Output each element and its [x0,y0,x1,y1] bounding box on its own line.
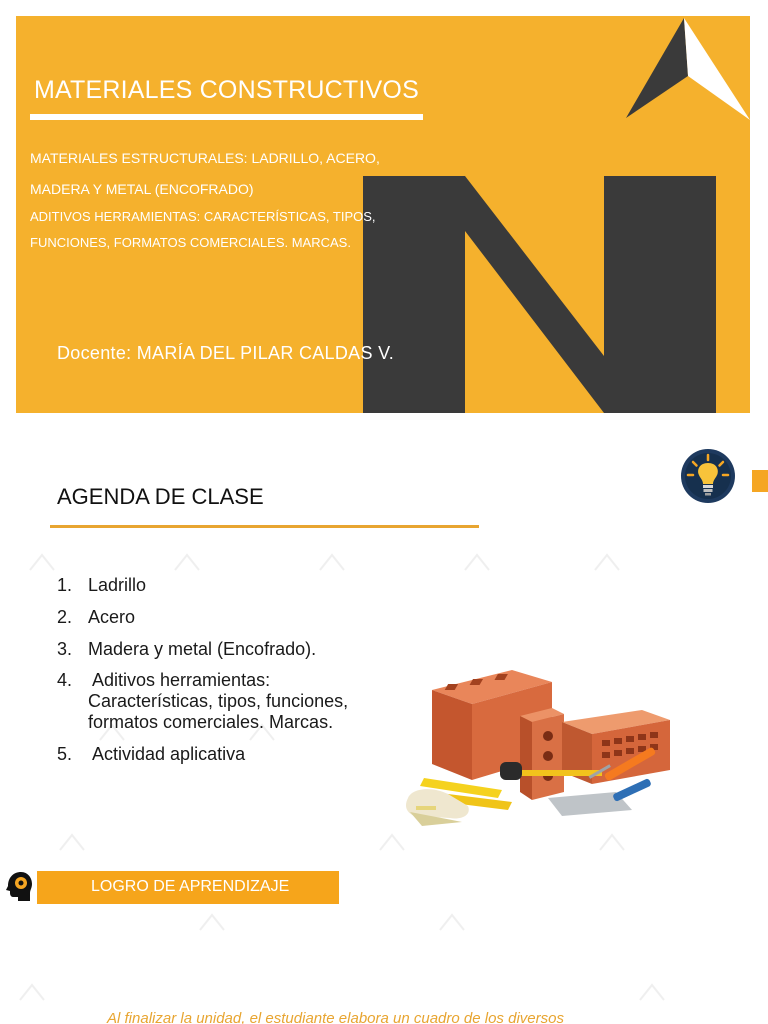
list-item-number: 2. [57,607,73,627]
teacher-name: : MARÍA DEL PILAR CALDAS V. [126,343,395,363]
list-item-number: 4. [57,670,73,690]
logro-banner [37,871,339,904]
list-item-text: Acero [88,607,136,627]
list-item-text: Madera y metal (Encofrado). [88,639,317,659]
cover-title: MATERIALES CONSTRUCTIVOS [34,76,419,104]
bricks-and-tools-image [402,660,680,830]
cover-subtitle-line-2: MADERA Y METAL (ENCOFRADO) [30,181,254,197]
cover-subtitle-line-3: ADITIVOS HERRAMIENTAS: CARACTERÍSTICAS, TIPOS, [30,209,376,224]
list-item-number: 5. [57,744,73,764]
list-item [57,606,348,628]
list-item-number: 1. [57,575,73,595]
agenda-list [57,574,348,775]
cover-subtitle-line-4: FUNCIONES, FORMATOS COMERCIALES. MARCAS. [30,235,351,250]
cover-slide [16,16,750,413]
logo-n-shape [363,176,716,413]
list-item-text-line: formatos comerciales. Marcas. [88,712,334,732]
cover-title-rule [30,114,423,120]
list-item [57,574,348,596]
list-item-text: Ladrillo [88,575,147,595]
list-item-number: 3. [57,639,73,659]
logo-arrow-dark [626,18,688,118]
logro-description: Al finalizar la unidad, el estudiante elabora un cuadro de los diversos [107,1010,564,1024]
cover-subtitle-line-1: MATERIALES ESTRUCTURALES: LADRILLO, ACERO, [30,150,380,166]
logo-arrow-white [684,18,750,120]
agenda-slide [0,420,768,1024]
side-accent-tab [752,470,768,492]
list-item-text-line: Características, tipos, funciones, [88,691,349,711]
head-gear-icon [4,870,34,904]
list-item-text-line: Aditivos herramientas: [88,670,271,690]
list-item [57,670,348,733]
list-item [57,638,348,660]
agenda-title: AGENDA DE CLASE [57,484,264,509]
teacher-line [57,343,394,364]
list-item [57,743,348,765]
teacher-label: Docente [57,343,127,363]
logro-label: LOGRO DE APRENDIZAJE [91,878,290,895]
agenda-title-rule [50,525,479,528]
lightbulb-icon [680,448,736,504]
list-item-text: Actividad aplicativa [88,744,246,764]
